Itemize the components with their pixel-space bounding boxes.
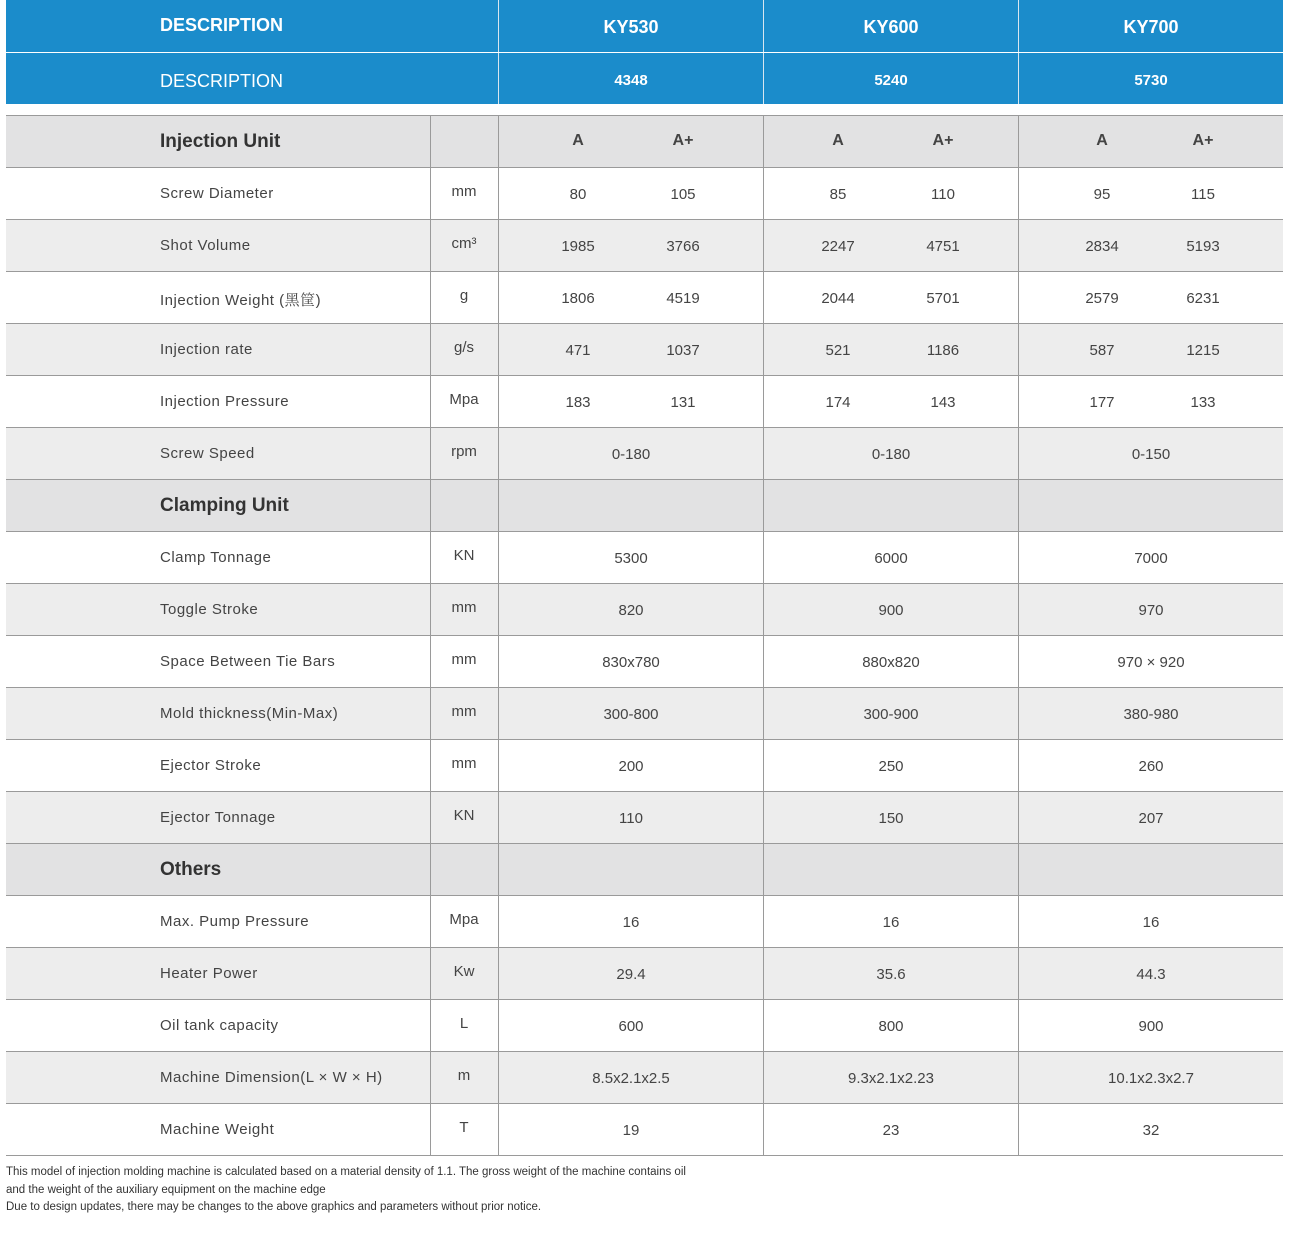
footnote: and the weight of the auxiliary equipment on the machine edge	[6, 1183, 326, 1196]
parameter-name: Machine Weight	[160, 1121, 275, 1138]
header-description-label: DESCRIPTION	[160, 71, 284, 91]
parameter-value: 0-180	[611, 446, 651, 463]
parameter-value: 800	[878, 1018, 904, 1035]
parameter-value: 3766	[666, 238, 700, 255]
parameter-value: 207	[1138, 810, 1164, 827]
parameter-value: 110	[931, 186, 955, 203]
parameter-value: 1037	[666, 342, 700, 359]
column-divider	[763, 116, 764, 167]
column-divider	[1018, 168, 1019, 219]
model-ky600: KY600	[863, 17, 919, 37]
parameter-name: Clamp Tonnage	[160, 549, 272, 566]
parameter-value: 300-900	[863, 706, 919, 723]
column-divider	[763, 480, 764, 531]
parameter-value: 150	[878, 810, 904, 827]
parameter-value: 16	[882, 914, 900, 931]
parameter-value: 5193	[1186, 238, 1220, 255]
parameter-value: 110	[619, 810, 643, 827]
parameter-value: 16	[1142, 914, 1160, 931]
variant-subheader: A+	[932, 132, 954, 149]
parameter-name: Ejector Tonnage	[160, 809, 276, 826]
column-divider	[498, 220, 499, 271]
code-ky600: 5240	[874, 72, 908, 89]
parameter-value: 29.4	[616, 966, 646, 983]
column-divider	[498, 376, 499, 427]
parameter-unit: m	[457, 1067, 471, 1084]
parameter-value: 300-800	[603, 706, 659, 723]
parameter-name: Max. Pump Pressure	[160, 913, 310, 930]
table-row	[6, 1052, 1283, 1104]
parameter-value: 133	[1190, 394, 1216, 411]
table-row	[6, 688, 1283, 740]
section-title: Others	[160, 859, 222, 880]
variant-subheader: A+	[1192, 132, 1214, 149]
parameter-value: 1186	[926, 342, 960, 359]
parameter-value: 820	[618, 602, 644, 619]
parameter-value: 6231	[1186, 290, 1220, 307]
column-divider	[1018, 480, 1019, 531]
parameter-value: 5300	[614, 550, 648, 567]
section-header-row	[6, 480, 1283, 532]
parameter-value: 174	[825, 394, 851, 411]
parameter-value: 970 × 920	[1117, 654, 1185, 671]
parameter-value: 85	[829, 186, 847, 203]
parameter-value: 44.3	[1136, 966, 1166, 983]
parameter-unit: Mpa	[449, 391, 479, 408]
variant-subheader: A	[832, 132, 844, 149]
parameter-value: 131	[670, 394, 696, 411]
parameter-unit: g	[459, 287, 469, 304]
parameter-name: Injection Pressure	[160, 393, 290, 410]
parameter-value: 9.3x2.1x2.23	[848, 1070, 934, 1087]
parameter-name: Screw Speed	[160, 445, 255, 462]
column-divider	[498, 324, 499, 375]
parameter-value: 7000	[1134, 550, 1168, 567]
parameter-value: 471	[565, 342, 591, 359]
parameter-unit: mm	[451, 755, 477, 772]
parameter-value: 2834	[1085, 238, 1119, 255]
parameter-unit: L	[459, 1015, 469, 1032]
parameter-unit: mm	[451, 651, 477, 668]
column-divider	[430, 844, 431, 895]
parameter-value: 143	[930, 394, 956, 411]
parameter-value: 95	[1093, 186, 1111, 203]
table-row	[6, 1104, 1283, 1156]
parameter-value: 380-980	[1123, 706, 1179, 723]
parameter-value: 35.6	[876, 966, 906, 983]
column-divider	[498, 116, 499, 167]
parameter-unit: cm³	[451, 235, 477, 252]
parameter-value: 1806	[561, 290, 595, 307]
parameter-value: 600	[618, 1018, 644, 1035]
parameter-value: 10.1x2.3x2.7	[1108, 1070, 1194, 1087]
parameter-unit: rpm	[451, 443, 477, 460]
column-divider	[498, 480, 499, 531]
parameter-value: 970	[1138, 602, 1164, 619]
footnote: Due to design updates, there may be changes to the above graphics and parameters without prior notice.	[6, 1201, 542, 1213]
parameter-value: 4519	[666, 290, 700, 307]
parameter-unit: Kw	[453, 963, 475, 980]
parameter-value: 2579	[1085, 290, 1119, 307]
variant-subheader: A+	[672, 132, 694, 149]
parameter-value: 900	[878, 602, 904, 619]
table-row	[6, 636, 1283, 688]
parameter-unit: mm	[451, 703, 477, 720]
parameter-value: 80	[569, 186, 587, 203]
parameter-value: 8.5x2.1x2.5	[592, 1070, 670, 1087]
parameter-value: 16	[622, 914, 640, 931]
code-ky530: 4348	[614, 72, 648, 89]
parameter-value: 6000	[874, 550, 908, 567]
table-row	[6, 532, 1283, 584]
parameter-name: Space Between Tie Bars	[160, 653, 336, 670]
header-row-models	[6, 0, 1283, 52]
section-title: Clamping Unit	[160, 495, 289, 516]
parameter-unit: Mpa	[449, 911, 479, 928]
model-ky700: KY700	[1123, 17, 1179, 37]
parameter-unit: T	[459, 1119, 469, 1136]
variant-subheader: A	[1096, 132, 1108, 149]
parameter-name: Ejector Stroke	[160, 757, 262, 774]
column-divider	[763, 168, 764, 219]
footnote: This model of injection molding machine is calculated based on a material density of 1.1. The gross weight of the machine contains oil	[6, 1166, 686, 1178]
table-row	[6, 584, 1283, 636]
parameter-unit: g/s	[453, 339, 474, 356]
parameter-value: 260	[1138, 758, 1164, 775]
column-divider	[1018, 324, 1019, 375]
table-row	[6, 428, 1283, 480]
column-divider	[1018, 220, 1019, 271]
column-divider	[430, 480, 431, 531]
table-row	[6, 220, 1283, 272]
column-divider	[1018, 376, 1019, 427]
code-ky700: 5730	[1134, 72, 1168, 89]
footnotes	[6, 1164, 686, 1217]
parameter-name: Screw Diameter	[160, 185, 274, 202]
parameter-value: 115	[1191, 186, 1215, 203]
parameter-value: 250	[878, 758, 904, 775]
table-row	[6, 272, 1283, 324]
parameter-name: Mold thickness(Min-Max)	[160, 705, 339, 722]
column-divider	[763, 272, 764, 323]
parameter-value: 183	[565, 394, 591, 411]
parameter-value: 587	[1089, 342, 1115, 359]
table-row	[6, 376, 1283, 428]
table-row	[6, 792, 1283, 844]
parameter-value: 4751	[926, 238, 960, 255]
table-row	[6, 896, 1283, 948]
parameter-name: Machine Dimension(L × W × H)	[160, 1069, 383, 1086]
parameter-value: 1985	[561, 238, 595, 255]
parameter-unit: KN	[453, 807, 475, 824]
table-row	[6, 740, 1283, 792]
section-header-row	[6, 844, 1283, 896]
parameter-value: 5701	[926, 290, 960, 307]
parameter-unit: KN	[453, 547, 475, 564]
parameter-value: 19	[622, 1122, 640, 1139]
column-divider	[430, 116, 431, 167]
parameter-value: 880x820	[862, 654, 920, 671]
column-divider	[763, 376, 764, 427]
parameter-value: 23	[882, 1122, 900, 1139]
variant-subheader: A	[572, 132, 584, 149]
section-header-row	[6, 116, 1283, 168]
parameter-value: 2247	[821, 238, 855, 255]
column-divider	[763, 220, 764, 271]
parameter-value: 200	[618, 758, 644, 775]
column-divider	[1018, 844, 1019, 895]
column-divider	[498, 272, 499, 323]
parameter-unit: mm	[451, 183, 477, 200]
parameter-value: 830x780	[602, 654, 660, 671]
column-divider	[763, 324, 764, 375]
parameter-value: 521	[825, 342, 851, 359]
parameter-value: 900	[1138, 1018, 1164, 1035]
parameter-unit: mm	[451, 599, 477, 616]
parameter-name: Injection rate	[160, 341, 253, 358]
column-divider	[763, 844, 764, 895]
parameter-value: 0-150	[1131, 446, 1171, 463]
column-divider	[1018, 116, 1019, 167]
table-row	[6, 168, 1283, 220]
section-title: Injection Unit	[160, 131, 281, 152]
parameter-value: 1215	[1186, 342, 1220, 359]
column-divider	[498, 844, 499, 895]
table-row	[6, 1000, 1283, 1052]
model-ky530: KY530	[603, 17, 659, 37]
column-divider	[498, 168, 499, 219]
column-divider	[1018, 272, 1019, 323]
parameter-value: 32	[1142, 1122, 1160, 1139]
table-row	[6, 948, 1283, 1000]
parameter-name: Toggle Stroke	[160, 601, 259, 618]
parameter-name: Shot Volume	[160, 237, 251, 254]
parameter-value: 0-180	[871, 446, 911, 463]
parameter-name: Injection Weight (黑筐)	[160, 292, 322, 309]
parameter-name: Heater Power	[160, 965, 258, 982]
parameter-value: 2044	[821, 290, 855, 307]
parameter-value: 177	[1089, 394, 1115, 411]
parameter-name: Oil tank capacity	[160, 1017, 279, 1034]
header-row-codes	[6, 53, 1283, 104]
table-row	[6, 324, 1283, 376]
header-description-label: DESCRIPTION	[160, 15, 284, 35]
parameter-value: 105	[670, 186, 696, 203]
